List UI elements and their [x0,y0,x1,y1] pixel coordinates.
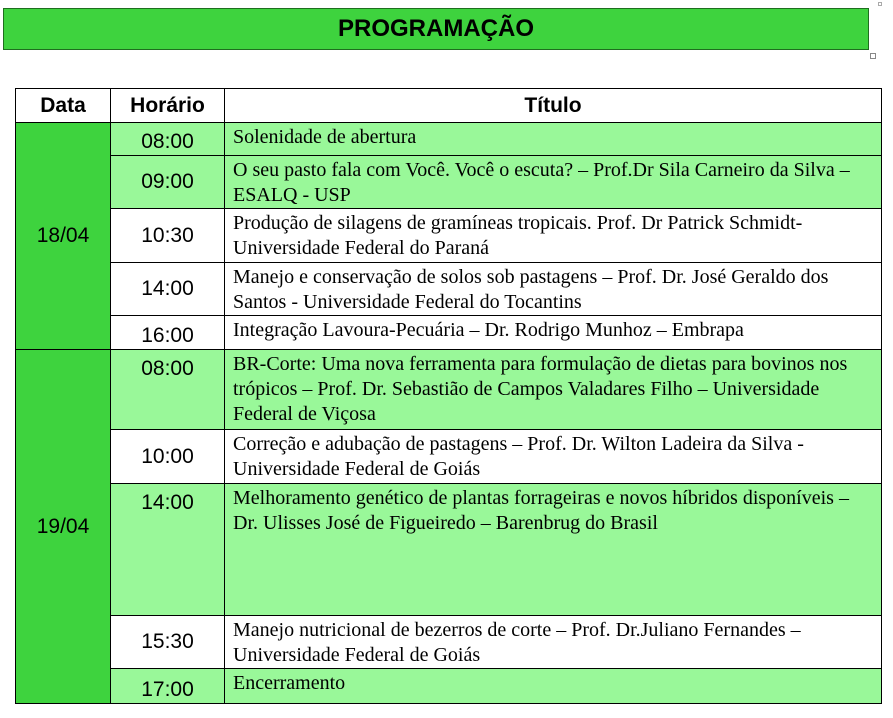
title-cell: Solenidade de abertura [225,123,882,156]
title-cell: BR-Corte: Uma nova ferramenta para formulação de dietas para bovinos nos trópicos – Prof. Dr. Sebastião de Campos Valadares Filho – Universidade Federal de Viçosa [225,350,882,430]
header-time: Horário [111,89,225,123]
table-row [16,350,882,430]
time-cell: 14:00 [111,484,225,616]
resize-handle-corner[interactable] [878,2,882,6]
table-row [16,316,882,350]
time-cell: 16:00 [111,316,225,350]
table-row [16,484,882,616]
date-cell: 18/04 [16,123,111,350]
time-cell: 15:30 [111,616,225,669]
table-row [16,669,882,704]
time-cell: 08:00 [111,350,225,430]
time-cell: 17:00 [111,669,225,704]
time-cell: 10:30 [111,209,225,263]
title-cell: O seu pasto fala com Você. Você o escuta? – Prof.Dr Sila Carneiro da Silva – ESALQ - USP [225,156,882,209]
table-row [16,123,882,156]
table-row [16,156,882,209]
title-cell: Manejo e conservação de solos sob pastagens – Prof. Dr. José Geraldo dos Santos - Universidade Federal do Tocantins [225,263,882,316]
time-cell: 09:00 [111,156,225,209]
date-cell: 19/04 [16,350,111,704]
schedule-table [15,88,882,704]
title-cell: Produção de silagens de gramíneas tropicais. Prof. Dr Patrick Schmidt-Universidade Federal do Paraná [225,209,882,263]
title-cell: Manejo nutricional de bezerros de corte – Prof. Dr.Juliano Fernandes – Universidade Federal de Goiás [225,616,882,669]
table-row [16,616,882,669]
title-cell: Melhoramento genético de plantas forrageiras e novos híbridos disponíveis – Dr. Ulisses José de Figueiredo – Barenbrug do Brasil [225,484,882,616]
table-row [16,263,882,316]
time-cell: 14:00 [111,263,225,316]
page-title: PROGRAMAÇÃO [338,15,534,42]
table-row [16,430,882,484]
table-row [16,209,882,263]
title-cell: Encerramento [225,669,882,704]
header-title: Título [225,89,882,123]
header-date: Data [16,89,111,123]
time-cell: 08:00 [111,123,225,156]
table-header-row [16,89,882,123]
title-cell: Correção e adubação de pastagens – Prof. Dr. Wilton Ladeira da Silva - Universidade Federal de Goiás [225,430,882,484]
resize-handle[interactable] [870,53,876,59]
title-cell: Integração Lavoura-Pecuária – Dr. Rodrigo Munhoz – Embrapa [225,316,882,350]
time-cell: 10:00 [111,430,225,484]
programacao-banner [3,8,869,50]
